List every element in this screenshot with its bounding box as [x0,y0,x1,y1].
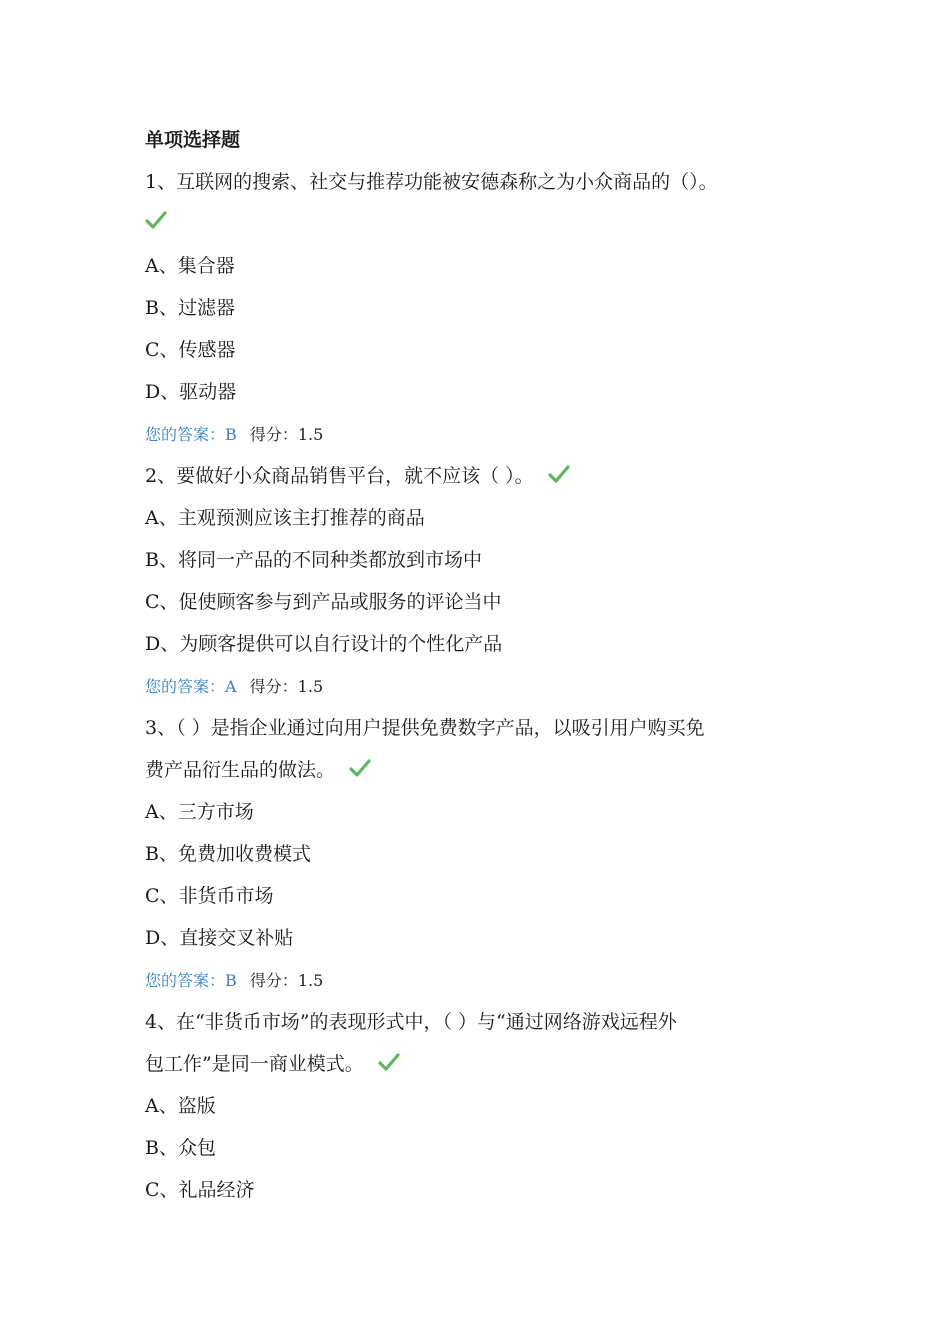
check-icon [378,1052,400,1072]
question-1-option-b: B、过滤器 [145,297,235,319]
question-2-option-d: D、为顾客提供可以自行设计的个性化产品 [145,633,503,655]
check-icon [349,758,371,778]
question-1-option-d: D、驱动器 [145,381,237,403]
question-3-option-d: D、直接交叉补贴 [145,927,294,949]
answer-value: B [225,425,237,444]
question-3-text-line2: 费产品衍生品的做法。 [145,759,336,781]
question-1-option-a: A、集合器 [145,255,235,277]
answer-label: 您的答案： [145,425,226,444]
score-text: 得分：1.5 [249,425,324,444]
question-3-answer [145,969,910,993]
question-4-option-c: C、礼品经济 [145,1179,255,1201]
question-3-option-b: B、免费加收费模式 [145,843,311,865]
answer-value: A [225,677,237,696]
score-text: 得分：1.5 [249,677,324,696]
question-3-text-line1: 3、（ ）是指企业通过向用户提供免费数字产品，以吸引用户购买免 [145,717,705,739]
check-icon [145,210,167,230]
question-4-option-b: B、众包 [145,1137,216,1159]
question-2-option-c: C、促使顾客参与到产品或服务的评论当中 [145,591,502,613]
question-1-text: 1、互联网的搜索、社交与推荐功能被安德森称之为小众商品的（）。 [145,171,718,193]
answer-label: 您的答案： [145,677,226,696]
check-icon [548,464,570,484]
question-3-option-a: A、三方市场 [145,801,254,823]
question-1-answer [145,423,910,447]
question-4-text-line1: 4、在“非货币市场”的表现形式中，（ ）与“通过网络游戏远程外 [145,1011,677,1033]
question-2-text: 2、要做好小众商品销售平台，就不应该（ ）。 [145,465,534,487]
question-2-answer [145,675,910,699]
question-1-option-c: C、传感器 [145,339,236,361]
question-2-option-b: B、将同一产品的不同种类都放到市场中 [145,549,482,571]
score-text: 得分：1.5 [249,971,324,990]
answer-label: 您的答案： [145,971,226,990]
question-4-option-a: A、盗版 [145,1095,216,1117]
question-4-text-line2: 包工作”是同一商业模式。 [145,1053,364,1075]
question-1-check-row [145,210,910,234]
answer-value: B [225,971,237,990]
question-2-option-a: A、主观预测应该主打推荐的商品 [145,507,425,529]
question-4-row2 [145,1052,910,1076]
question-3-row2 [145,758,910,782]
question-2-row [145,464,910,488]
section-title: 单项选择题 [145,129,241,151]
question-3-option-c: C、非货币市场 [145,885,274,907]
